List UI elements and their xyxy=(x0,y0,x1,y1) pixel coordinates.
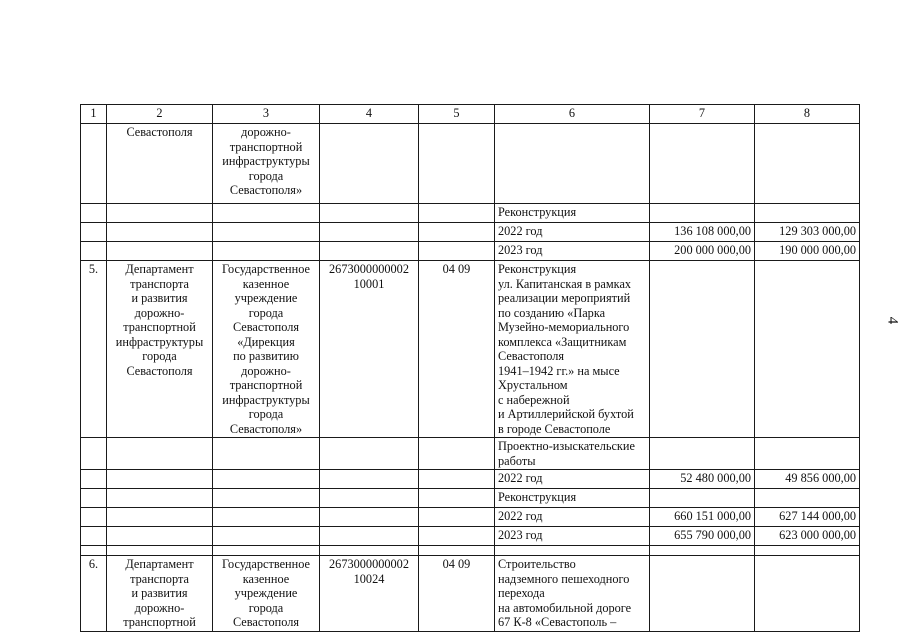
amount-col8: 623 000 000,00 xyxy=(755,527,860,546)
item6-object: Строительство надземного пешеходного перехода на автомобильной дороге 67 К-8 «Севастополь – xyxy=(495,556,650,632)
continuation-row xyxy=(81,124,860,204)
item6-code: 2673000000002 10024 xyxy=(320,556,419,632)
header-col-2: 2 xyxy=(107,105,213,124)
amount-col7: 52 480 000,00 xyxy=(650,470,755,489)
continuation-2022-row xyxy=(81,223,860,242)
year-label: 2022 год xyxy=(495,508,650,527)
header-col-1: 1 xyxy=(81,105,107,124)
item6-recipient: Государственное казенное учреждение города Севастополя xyxy=(213,556,320,632)
item6-number: 6. xyxy=(81,556,107,632)
continuation-dept: Севастополя xyxy=(107,124,213,204)
amount-col8: 129 303 000,00 xyxy=(755,223,860,242)
amount-col8: 627 144 000,00 xyxy=(755,508,860,527)
item6-main-row xyxy=(81,556,860,632)
year-label: 2022 год xyxy=(495,470,650,489)
item5-recon-2023-row xyxy=(81,527,860,546)
header-col-7: 7 xyxy=(650,105,755,124)
year-label: 2022 год xyxy=(495,223,650,242)
item5-recipient: Государственное казенное учреждение города Севастополя «Дирекция по развитию дорожно- транспортной инфраструктуры города Севастополя» xyxy=(213,261,320,438)
amount-col7: 200 000 000,00 xyxy=(650,242,755,261)
item5-main-row xyxy=(81,261,860,438)
recon-label: Реконструкция xyxy=(495,489,650,508)
item5-code: 2673000000002 10001 xyxy=(320,261,419,438)
spacer-row xyxy=(81,546,860,556)
header-col-8: 8 xyxy=(755,105,860,124)
header-col-6: 6 xyxy=(495,105,650,124)
continuation-recon-row xyxy=(81,204,860,223)
item5-object: Реконструкция ул. Капитанская в рамках реализации мероприятий по созданию «Парка Музейно-мемориального комплекса «Защитникам Севастополя 1941–1942 гг.» на мысе Хрустальном с набережной и Артиллерийской бухтой в городе Севастополе xyxy=(495,261,650,438)
item5-number: 5. xyxy=(81,261,107,438)
amount-col8: 190 000 000,00 xyxy=(755,242,860,261)
year-label: 2023 год xyxy=(495,242,650,261)
header-col-5: 5 xyxy=(419,105,495,124)
amount-col7: 655 790 000,00 xyxy=(650,527,755,546)
recon-label: Реконструкция xyxy=(495,204,650,223)
item5-recon-2022-row xyxy=(81,508,860,527)
header-col-3: 3 xyxy=(213,105,320,124)
item5-recon-row xyxy=(81,489,860,508)
item5-dept: Департамент транспорта и развития дорожно- транспортной инфраструктуры города Севастополя xyxy=(107,261,213,438)
header-row xyxy=(81,105,860,124)
item5-design-row xyxy=(81,438,860,470)
year-label: 2023 год xyxy=(495,527,650,546)
budget-table xyxy=(80,104,860,632)
item6-dept: Департамент транспорта и развития дорожно- транспортной xyxy=(107,556,213,632)
item5-section: 04 09 xyxy=(419,261,495,438)
continuation-2023-row xyxy=(81,242,860,261)
page-number: 4 xyxy=(884,316,901,325)
item5-design-2022-row xyxy=(81,470,860,489)
continuation-recipient: дорожно- транспортной инфраструктуры города Севастополя» xyxy=(213,124,320,204)
header-col-4: 4 xyxy=(320,105,419,124)
item6-section: 04 09 xyxy=(419,556,495,632)
amount-col7: 660 151 000,00 xyxy=(650,508,755,527)
design-label: Проектно-изыскательские работы xyxy=(495,438,650,470)
amount-col8: 49 856 000,00 xyxy=(755,470,860,489)
amount-col7: 136 108 000,00 xyxy=(650,223,755,242)
